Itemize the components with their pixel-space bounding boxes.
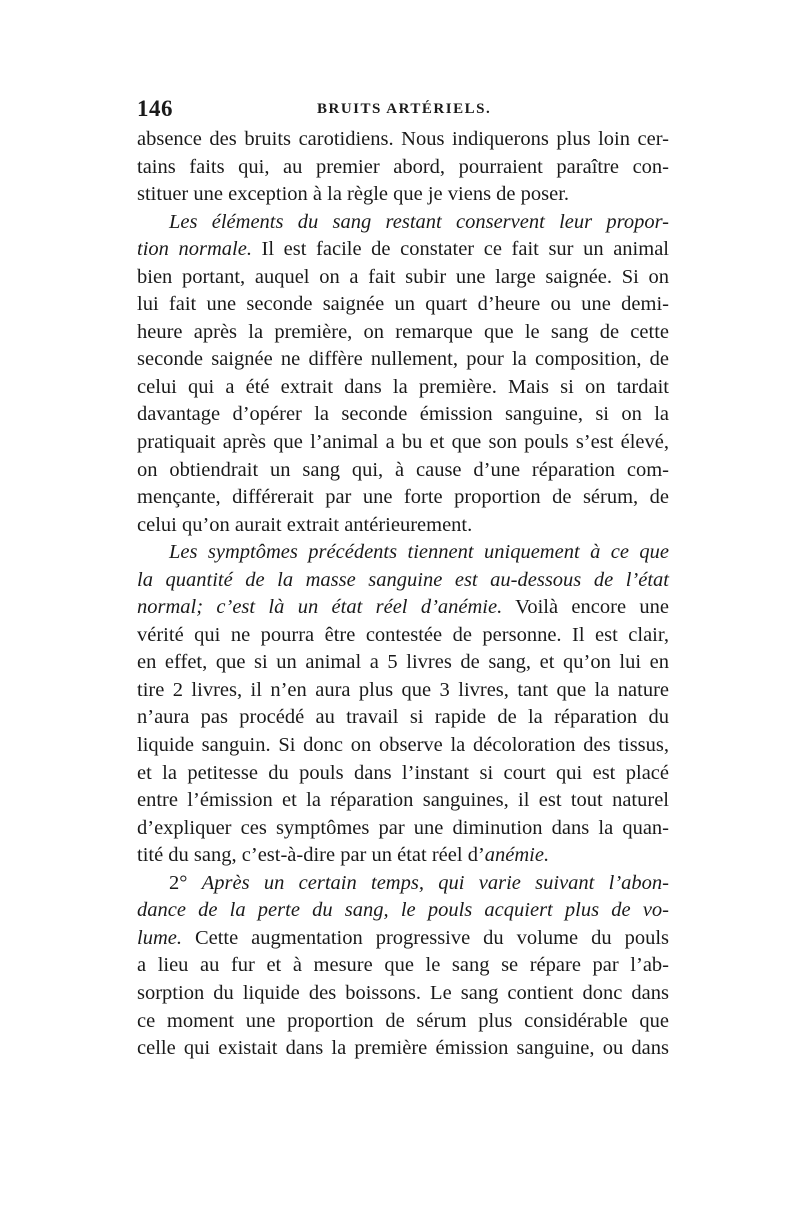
- text-segment: tité du sang, c’est-à-dire par un état réel d’: [137, 844, 485, 867]
- italic-text: normal; c’est là un état réel d’anémie.: [137, 596, 503, 619]
- text-line: [137, 594, 669, 622]
- text-segment: entre l’émission et la réparation sanguines, il est tout naturel: [137, 789, 669, 812]
- text-segment: celle qui existait dans la première émission sanguine, ou dans: [137, 1037, 669, 1060]
- text-line: [137, 374, 669, 402]
- text-segment: vérité qui ne pourra être contestée de personne. Il est clair,: [137, 623, 669, 646]
- text-segment: n’aura pas procédé au travail si rapide de la réparation du: [137, 706, 669, 729]
- italic-text: Les éléments du sang restant conservent leur propor-: [169, 210, 669, 233]
- text-line: [137, 181, 669, 209]
- text-line: [137, 815, 669, 843]
- text-line: [137, 209, 669, 237]
- text-line: [137, 429, 669, 457]
- text-segment: mençante, différerait par une forte proportion de sérum, de: [137, 486, 669, 509]
- text-line: [137, 787, 669, 815]
- text-segment: Il est facile de constater ce fait sur un animal: [251, 238, 669, 261]
- text-segment: on obtiendrait un sang qui, à cause d’une réparation com-: [137, 458, 669, 481]
- italic-text: Après un certain temps, qui varie suivant l’abon-: [201, 871, 670, 894]
- text-segment: d’expliquer ces symptômes par une diminution dans la quan-: [137, 816, 669, 839]
- text-segment: absence des bruits carotidiens. Nous indiquerons plus loin cer-: [137, 128, 669, 150]
- text-line: [137, 401, 669, 429]
- italic-text: la quantité de la masse sanguine est au-dessous de l’état: [137, 568, 669, 591]
- text-segment: a lieu au fur et à mesure que le sang se répare par l’ab-: [137, 954, 669, 977]
- text-line: [137, 346, 669, 374]
- text-segment: ce moment une proportion de sérum plus considérable que: [137, 1009, 669, 1032]
- text-line: [137, 512, 669, 540]
- text-segment: lui fait une seconde saignée un quart d’heure ou une demi-: [137, 293, 669, 316]
- text-segment: tains faits qui, au premier abord, pourraient paraître con-: [137, 155, 669, 178]
- text-line: [137, 154, 669, 182]
- text-line: [137, 870, 669, 898]
- text-line: [137, 1035, 669, 1063]
- text-segment: stituer une exception à la règle que je viens de poser.: [137, 183, 570, 206]
- text-segment: 2°: [169, 871, 202, 894]
- running-title: BRUITS ARTÉRIELS.: [317, 101, 492, 117]
- text-line: [137, 1008, 669, 1036]
- italic-text: tion normale.: [137, 238, 252, 261]
- italic-text: lume.: [137, 926, 182, 949]
- text-line: [137, 649, 669, 677]
- text-line: [137, 897, 669, 925]
- running-head: [137, 96, 669, 126]
- italic-text: dance de la perte du sang, le pouls acquiert plus de vo-: [137, 899, 669, 922]
- text-line: [137, 677, 669, 705]
- text-line: [137, 236, 669, 264]
- text-line: [137, 842, 669, 870]
- text-segment: bien portant, auquel on a fait subir une large saignée. Si on: [137, 265, 669, 288]
- text-line: [137, 484, 669, 512]
- text-segment: Cette augmentation progressive du volume du pouls: [181, 926, 669, 949]
- text-line: [137, 291, 669, 319]
- text-line: [137, 126, 669, 154]
- text-line: [137, 732, 669, 760]
- text-line: [137, 319, 669, 347]
- text-line: [137, 925, 669, 953]
- text-segment: davantage d’opérer la seconde émission sanguine, si on la: [137, 403, 669, 426]
- text-line: [137, 704, 669, 732]
- text-line: [137, 567, 669, 595]
- text-segment: tire 2 livres, il n’en aura plus que 3 livres, tant que la nature: [137, 678, 669, 701]
- text-segment: celui qu’on aurait extrait antérieurement.: [137, 513, 473, 536]
- text-line: [137, 622, 669, 650]
- italic-text: anémie.: [484, 844, 550, 867]
- body-text: [137, 126, 669, 1063]
- italic-text: Les symptômes précédents tiennent uniquement à ce que: [169, 541, 669, 564]
- text-line: [137, 952, 669, 980]
- text-segment: pratiquait après que l’animal a bu et que son pouls s’est élevé,: [137, 431, 669, 454]
- text-line: [137, 980, 669, 1008]
- text-segment: sorption du liquide des boissons. Le sang contient donc dans: [137, 981, 669, 1004]
- text-line: [137, 539, 669, 567]
- text-line: [137, 760, 669, 788]
- text-segment: en effet, que si un animal a 5 livres de sang, et qu’on lui en: [137, 651, 669, 674]
- text-segment: seconde saignée ne diffère nullement, pour la composition, de: [137, 348, 669, 371]
- text-segment: celui qui a été extrait dans la première. Mais si on tardait: [137, 375, 669, 398]
- page-number: 146: [137, 96, 173, 121]
- text-line: [137, 457, 669, 485]
- text-segment: Voilà encore une: [502, 596, 669, 619]
- text-segment: heure après la première, on remarque que le sang de cette: [137, 320, 669, 343]
- text-line: [137, 264, 669, 292]
- text-segment: liquide sanguin. Si donc on observe la décoloration des tissus,: [137, 734, 669, 757]
- text-segment: et la petitesse du pouls dans l’instant si court qui est placé: [137, 761, 669, 784]
